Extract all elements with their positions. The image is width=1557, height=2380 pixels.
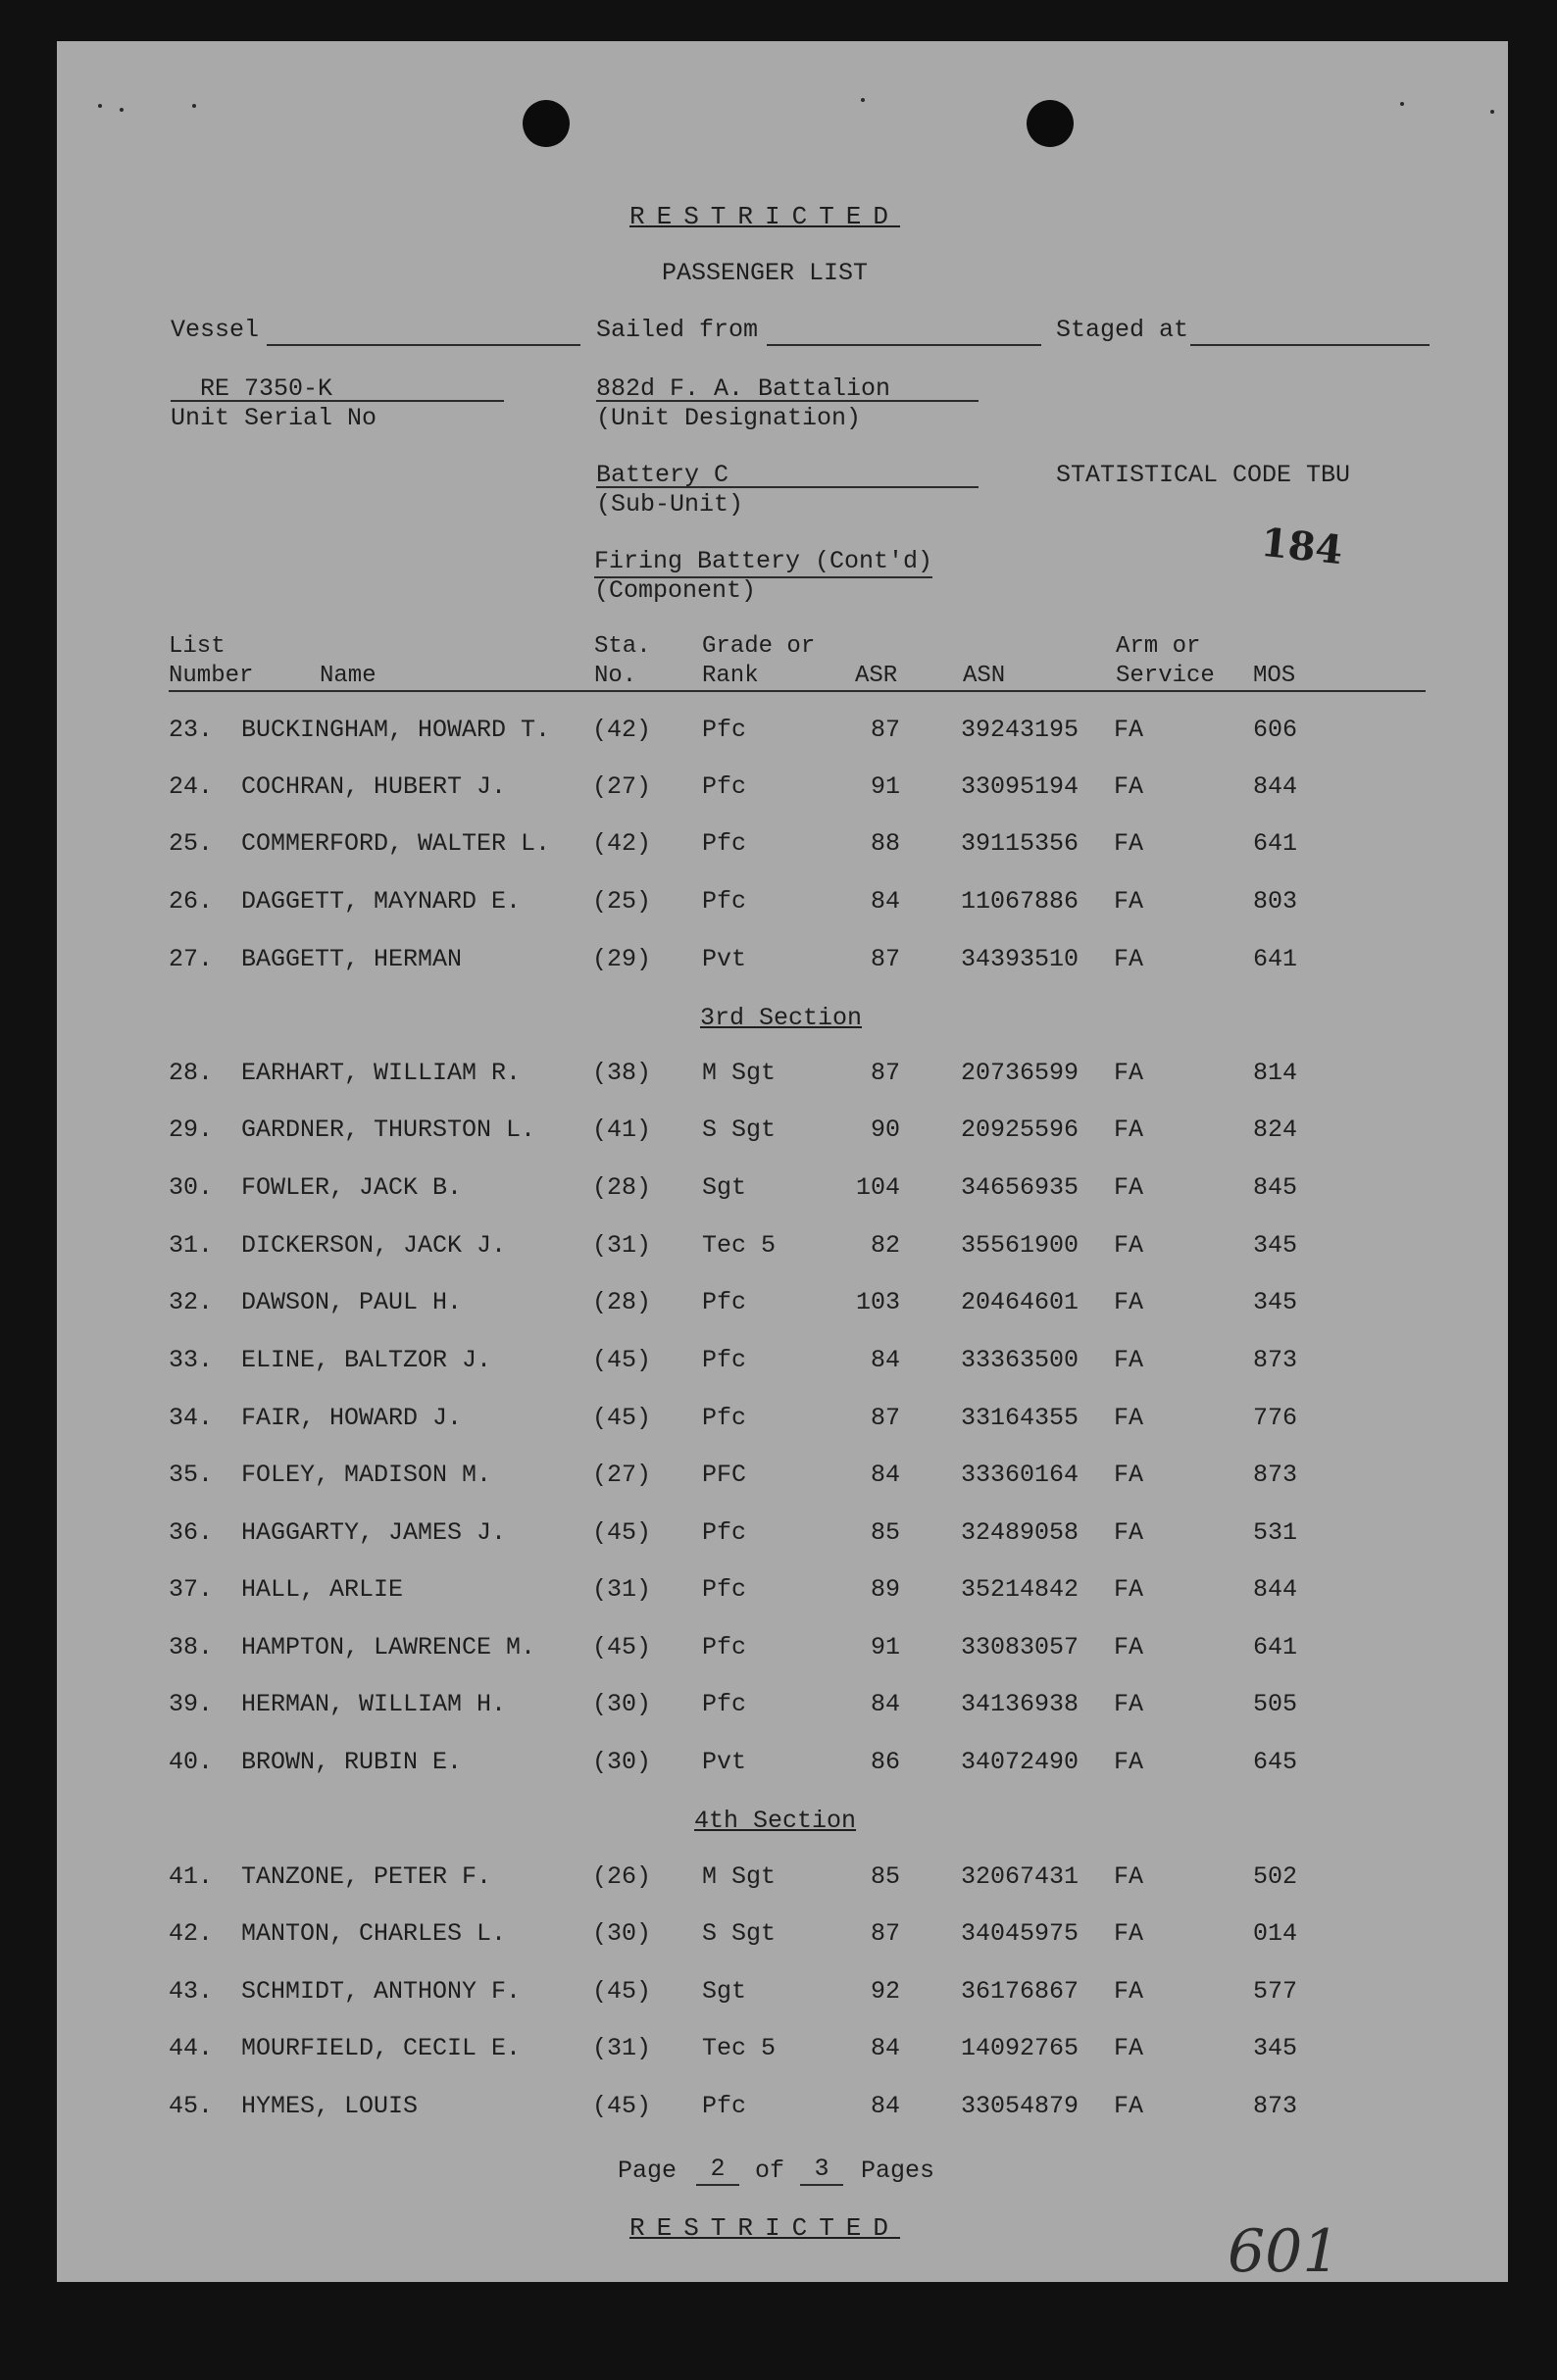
sailed-from-blank xyxy=(767,344,1041,346)
arm-service: FA xyxy=(1114,1288,1144,1316)
asr-score: 84 xyxy=(870,1690,900,1718)
asr-score: 103 xyxy=(855,1288,900,1316)
army-serial-number: 39243195 xyxy=(961,716,1080,744)
mos-code: 606 xyxy=(1253,716,1298,744)
sub-unit-label: (Sub-Unit) xyxy=(596,490,744,519)
station-number: (25) xyxy=(592,887,652,916)
passenger-name: FOLEY, MADISON M. xyxy=(241,1461,492,1489)
list-number: 30. xyxy=(169,1173,214,1202)
list-number: 25. xyxy=(169,829,214,858)
station-number: (45) xyxy=(592,1404,652,1432)
unit-designation-label: (Unit Designation) xyxy=(596,404,862,432)
passenger-name: HAMPTON, LAWRENCE M. xyxy=(241,1633,536,1661)
grade-rank: PFC xyxy=(702,1461,747,1489)
arm-service: FA xyxy=(1114,1116,1144,1144)
classification-bottom: RESTRICTED xyxy=(628,2213,901,2243)
army-serial-number: 34045975 xyxy=(961,1919,1080,1948)
passenger-name: HAGGARTY, JAMES J. xyxy=(241,1518,507,1547)
grade-rank: Sgt xyxy=(702,1977,747,2006)
arm-service: FA xyxy=(1114,1633,1144,1661)
asr-score: 84 xyxy=(870,1346,900,1374)
arm-service: FA xyxy=(1114,1346,1144,1374)
asr-score: 87 xyxy=(870,716,900,744)
arm-service: FA xyxy=(1114,1404,1144,1432)
asr-score: 84 xyxy=(870,2092,900,2120)
grade-rank: Pfc xyxy=(702,1633,747,1661)
sub-unit-value: Battery C xyxy=(596,461,729,489)
passenger-name: MANTON, CHARLES L. xyxy=(241,1919,507,1948)
list-number: 26. xyxy=(169,887,214,916)
header-rule xyxy=(169,690,1426,692)
asr-score: 104 xyxy=(855,1173,900,1202)
arm-service: FA xyxy=(1114,716,1144,744)
arm-service: FA xyxy=(1114,2092,1144,2120)
station-number: (42) xyxy=(592,829,652,858)
mos-code: 505 xyxy=(1253,1690,1298,1718)
army-serial-number: 33054879 xyxy=(961,2092,1080,2120)
station-number: (26) xyxy=(592,1862,652,1891)
passenger-name: DICKERSON, JACK J. xyxy=(241,1231,507,1260)
army-serial-number: 20736599 xyxy=(961,1059,1080,1087)
mos-code: 345 xyxy=(1253,1231,1298,1260)
passenger-name: HERMAN, WILLIAM H. xyxy=(241,1690,507,1718)
asr-score: 84 xyxy=(870,887,900,916)
total-pages: 3 xyxy=(800,2157,843,2186)
passenger-name: BAGGETT, HERMAN xyxy=(241,945,463,973)
classification-top: RESTRICTED xyxy=(628,202,901,231)
asr-score: 84 xyxy=(870,1461,900,1489)
army-serial-number: 20464601 xyxy=(961,1288,1080,1316)
passenger-name: SCHMIDT, ANTHONY F. xyxy=(241,1977,522,2006)
asr-score: 85 xyxy=(870,1862,900,1891)
army-serial-number: 32489058 xyxy=(961,1518,1080,1547)
arm-service: FA xyxy=(1114,772,1144,801)
list-number: 39. xyxy=(169,1690,214,1718)
mos-code: 873 xyxy=(1253,1461,1298,1489)
passenger-name: HYMES, LOUIS xyxy=(241,2092,419,2120)
arm-service: FA xyxy=(1114,887,1144,916)
col-name: Name xyxy=(320,663,377,689)
station-number: (31) xyxy=(592,2034,652,2062)
station-number: (41) xyxy=(592,1116,652,1144)
list-number: 34. xyxy=(169,1404,214,1432)
page-word: Page xyxy=(618,2157,678,2185)
arm-service: FA xyxy=(1114,1461,1144,1489)
list-number: 42. xyxy=(169,1919,214,1948)
mos-code: 814 xyxy=(1253,1059,1298,1087)
mos-code: 531 xyxy=(1253,1518,1298,1547)
army-serial-number: 35214842 xyxy=(961,1575,1080,1604)
asr-score: 87 xyxy=(870,1404,900,1432)
station-number: (27) xyxy=(592,772,652,801)
army-serial-number: 11067886 xyxy=(961,887,1080,916)
asr-score: 82 xyxy=(870,1231,900,1260)
station-number: (42) xyxy=(592,716,652,744)
list-number: 33. xyxy=(169,1346,214,1374)
asr-score: 87 xyxy=(870,945,900,973)
speck xyxy=(120,108,124,112)
list-number: 44. xyxy=(169,2034,214,2062)
station-number: (30) xyxy=(592,1690,652,1718)
passenger-name: FOWLER, JACK B. xyxy=(241,1173,463,1202)
sailed-from-label: Sailed from xyxy=(596,316,759,344)
mos-code: 641 xyxy=(1253,945,1298,973)
passenger-name: DAGGETT, MAYNARD E. xyxy=(241,887,522,916)
sub-unit-rule xyxy=(596,486,979,488)
asr-score: 88 xyxy=(870,829,900,858)
grade-rank: S Sgt xyxy=(702,1919,777,1948)
mos-code: 645 xyxy=(1253,1748,1298,1776)
mos-code: 641 xyxy=(1253,1633,1298,1661)
mos-code: 014 xyxy=(1253,1919,1298,1948)
list-number: 38. xyxy=(169,1633,214,1661)
station-number: (45) xyxy=(592,1346,652,1374)
passenger-name: HALL, ARLIE xyxy=(241,1575,404,1604)
mos-code: 803 xyxy=(1253,887,1298,916)
speck xyxy=(1400,102,1404,106)
grade-rank: Pfc xyxy=(702,1690,747,1718)
army-serial-number: 39115356 xyxy=(961,829,1080,858)
unit-serial-label: Unit Serial No xyxy=(171,404,377,432)
arm-service: FA xyxy=(1114,829,1144,858)
army-serial-number: 34136938 xyxy=(961,1690,1080,1718)
section-heading: 3rd Section xyxy=(700,1004,863,1032)
grade-rank: Pfc xyxy=(702,1518,747,1547)
mos-code: 873 xyxy=(1253,2092,1298,2120)
army-serial-number: 36176867 xyxy=(961,1977,1080,2006)
grade-rank: Tec 5 xyxy=(702,2034,777,2062)
mos-code: 641 xyxy=(1253,829,1298,858)
list-number: 37. xyxy=(169,1575,214,1604)
arm-service: FA xyxy=(1114,1748,1144,1776)
army-serial-number: 14092765 xyxy=(961,2034,1080,2062)
col-grade: Grade or Rank xyxy=(702,633,816,689)
handwritten-note: 601 xyxy=(1228,2217,1340,2286)
arm-service: FA xyxy=(1114,1059,1144,1087)
mos-code: 577 xyxy=(1253,1977,1298,2006)
asr-score: 90 xyxy=(870,1116,900,1144)
unit-designation-value: 882d F. A. Battalion xyxy=(596,374,891,403)
asr-score: 87 xyxy=(870,1059,900,1087)
grade-rank: Pfc xyxy=(702,716,747,744)
arm-service: FA xyxy=(1114,1977,1144,2006)
grade-rank: M Sgt xyxy=(702,1862,777,1891)
station-number: (45) xyxy=(592,1518,652,1547)
asr-score: 91 xyxy=(870,772,900,801)
station-number: (38) xyxy=(592,1059,652,1087)
list-number: 23. xyxy=(169,716,214,744)
station-number: (28) xyxy=(592,1173,652,1202)
punch-hole xyxy=(523,100,570,147)
army-serial-number: 34393510 xyxy=(961,945,1080,973)
mos-code: 345 xyxy=(1253,1288,1298,1316)
asr-score: 86 xyxy=(870,1748,900,1776)
mos-code: 845 xyxy=(1253,1173,1298,1202)
unit-serial-rule xyxy=(171,400,504,402)
component-value: Firing Battery (Cont'd) xyxy=(594,549,932,578)
passenger-name: DAWSON, PAUL H. xyxy=(241,1288,463,1316)
component-label: (Component) xyxy=(594,576,757,605)
asr-score: 91 xyxy=(870,1633,900,1661)
list-number: 32. xyxy=(169,1288,214,1316)
passenger-name: COCHRAN, HUBERT J. xyxy=(241,772,507,801)
grade-rank: Pvt xyxy=(702,1748,747,1776)
army-serial-number: 34072490 xyxy=(961,1748,1080,1776)
asr-score: 89 xyxy=(870,1575,900,1604)
army-serial-number: 33363500 xyxy=(961,1346,1080,1374)
mos-code: 345 xyxy=(1253,2034,1298,2062)
army-serial-number: 33164355 xyxy=(961,1404,1080,1432)
station-number: (29) xyxy=(592,945,652,973)
list-number: 28. xyxy=(169,1059,214,1087)
col-asn: ASN xyxy=(963,663,1006,689)
grade-rank: S Sgt xyxy=(702,1116,777,1144)
passenger-name: FAIR, HOWARD J. xyxy=(241,1404,463,1432)
speck xyxy=(861,98,865,102)
grade-rank: Pfc xyxy=(702,772,747,801)
list-number: 41. xyxy=(169,1862,214,1891)
speck xyxy=(192,104,196,108)
col-arm: Arm or Service xyxy=(1116,633,1215,689)
passenger-name: EARHART, WILLIAM R. xyxy=(241,1059,522,1087)
station-number: (30) xyxy=(592,1748,652,1776)
arm-service: FA xyxy=(1114,2034,1144,2062)
mos-code: 776 xyxy=(1253,1404,1298,1432)
grade-rank: Pfc xyxy=(702,2092,747,2120)
grade-rank: Pfc xyxy=(702,1575,747,1604)
pages-word: Pages xyxy=(861,2157,935,2185)
station-number: (31) xyxy=(592,1575,652,1604)
grade-rank: Pfc xyxy=(702,1404,747,1432)
staged-at-blank xyxy=(1190,344,1430,346)
army-serial-number: 33083057 xyxy=(961,1633,1080,1661)
grade-rank: Pvt xyxy=(702,945,747,973)
grade-rank: Pfc xyxy=(702,887,747,916)
grade-rank: Tec 5 xyxy=(702,1231,777,1260)
arm-service: FA xyxy=(1114,945,1144,973)
passenger-name: GARDNER, THURSTON L. xyxy=(241,1116,536,1144)
grade-rank: Pfc xyxy=(702,1288,747,1316)
station-number: (45) xyxy=(592,1977,652,2006)
col-list-number: List Number xyxy=(169,633,254,689)
mos-code: 844 xyxy=(1253,772,1298,801)
speck xyxy=(98,104,102,108)
arm-service: FA xyxy=(1114,1919,1144,1948)
mos-code: 844 xyxy=(1253,1575,1298,1604)
asr-score: 84 xyxy=(870,2034,900,2062)
station-number: (45) xyxy=(592,1633,652,1661)
mos-code: 502 xyxy=(1253,1862,1298,1891)
asr-score: 87 xyxy=(870,1919,900,1948)
army-serial-number: 32067431 xyxy=(961,1862,1080,1891)
arm-service: FA xyxy=(1114,1173,1144,1202)
grade-rank: Pfc xyxy=(702,829,747,858)
station-number: (27) xyxy=(592,1461,652,1489)
asr-score: 92 xyxy=(870,1977,900,2006)
section-heading: 4th Section xyxy=(694,1807,857,1835)
arm-service: FA xyxy=(1114,1575,1144,1604)
grade-rank: M Sgt xyxy=(702,1059,777,1087)
arm-service: FA xyxy=(1114,1862,1144,1891)
statistical-code: STATISTICAL CODE TBU xyxy=(1056,461,1351,489)
list-number: 27. xyxy=(169,945,214,973)
unit-designation-rule xyxy=(596,400,979,402)
stamp-number: 184 xyxy=(1258,519,1345,574)
mos-code: 824 xyxy=(1253,1116,1298,1144)
speck xyxy=(1490,110,1494,114)
form-title: PASSENGER LIST xyxy=(661,259,869,287)
passenger-name: COMMERFORD, WALTER L. xyxy=(241,829,551,858)
passenger-name: BROWN, RUBIN E. xyxy=(241,1748,463,1776)
vessel-blank xyxy=(267,344,580,346)
passenger-name: TANZONE, PETER F. xyxy=(241,1862,492,1891)
asr-score: 85 xyxy=(870,1518,900,1547)
list-number: 24. xyxy=(169,772,214,801)
unit-serial-value: RE 7350-K xyxy=(200,374,333,403)
col-mos: MOS xyxy=(1253,663,1296,689)
arm-service: FA xyxy=(1114,1690,1144,1718)
passenger-name: ELINE, BALTZOR J. xyxy=(241,1346,492,1374)
page-number: 2 xyxy=(696,2157,739,2186)
list-number: 31. xyxy=(169,1231,214,1260)
of-word: of xyxy=(755,2157,785,2185)
army-serial-number: 34656935 xyxy=(961,1173,1080,1202)
vessel-label: Vessel xyxy=(171,316,260,344)
list-number: 40. xyxy=(169,1748,214,1776)
col-asr: ASR xyxy=(855,663,898,689)
mos-code: 873 xyxy=(1253,1346,1298,1374)
staged-at-label: Staged at xyxy=(1056,316,1189,344)
army-serial-number: 35561900 xyxy=(961,1231,1080,1260)
army-serial-number: 33095194 xyxy=(961,772,1080,801)
army-serial-number: 33360164 xyxy=(961,1461,1080,1489)
station-number: (31) xyxy=(592,1231,652,1260)
arm-service: FA xyxy=(1114,1231,1144,1260)
punch-hole xyxy=(1027,100,1074,147)
station-number: (45) xyxy=(592,2092,652,2120)
list-number: 36. xyxy=(169,1518,214,1547)
passenger-name: BUCKINGHAM, HOWARD T. xyxy=(241,716,551,744)
station-number: (28) xyxy=(592,1288,652,1316)
station-number: (30) xyxy=(592,1919,652,1948)
grade-rank: Sgt xyxy=(702,1173,747,1202)
army-serial-number: 20925596 xyxy=(961,1116,1080,1144)
col-sta-no: Sta. No. xyxy=(594,633,651,689)
passenger-name: MOURFIELD, CECIL E. xyxy=(241,2034,522,2062)
list-number: 45. xyxy=(169,2092,214,2120)
list-number: 29. xyxy=(169,1116,214,1144)
grade-rank: Pfc xyxy=(702,1346,747,1374)
list-number: 43. xyxy=(169,1977,214,2006)
arm-service: FA xyxy=(1114,1518,1144,1547)
list-number: 35. xyxy=(169,1461,214,1489)
